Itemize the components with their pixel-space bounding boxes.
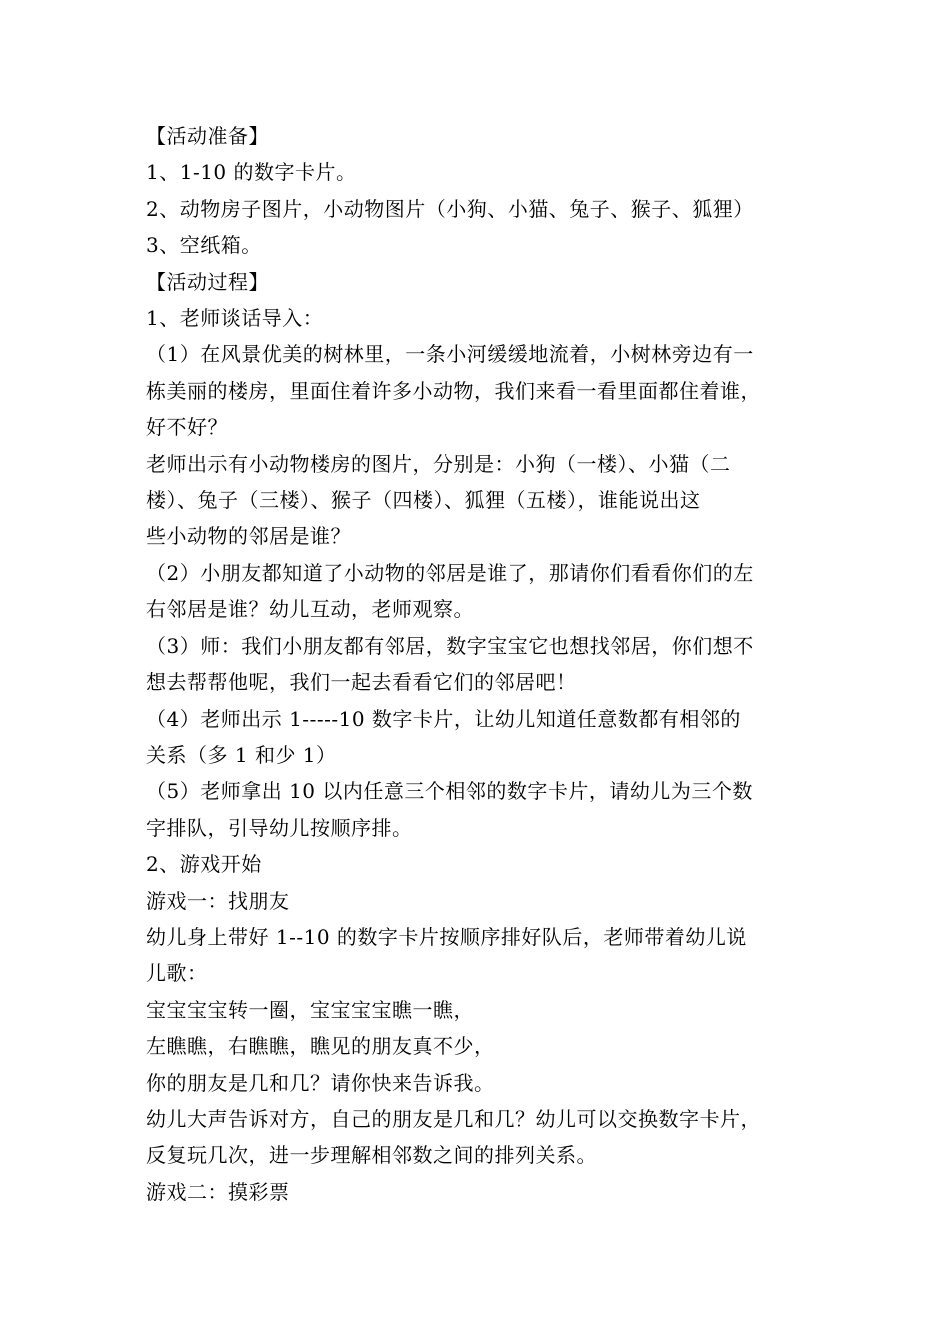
paragraph-line: 栋美丽的楼房，里面住着许多小动物，我们来看一看里面都住着谁， (146, 378, 761, 403)
paragraph-line: 游戏一：找朋友 (146, 888, 290, 913)
paragraph-line: 1、老师谈话导入： (146, 306, 324, 331)
paragraph-line: 1、1-10 的数字卡片。 (146, 160, 357, 185)
paragraph-line: 3、空纸箱。 (146, 233, 262, 258)
document-body (146, 118, 836, 1210)
paragraph-line: 字排队，引导幼儿按顺序排。 (146, 815, 413, 840)
paragraph-line: 幼儿身上带好 1--10 的数字卡片按顺序排好队后，老师带着幼儿说 (146, 924, 747, 949)
paragraph-line: 幼儿大声告诉对方，自己的朋友是几和几？幼儿可以交换数字卡片， (146, 1106, 761, 1131)
section-heading-process: 【活动过程】 (146, 269, 269, 294)
section-heading-preparation: 【活动准备】 (146, 124, 269, 148)
rhyme-line: 左瞧瞧，右瞧瞧，瞧见的朋友真不少， (146, 1034, 495, 1059)
paragraph-line: 儿歌： (146, 961, 208, 986)
paragraph-line: （1）在风景优美的树林里，一条小河缓缓地流着，小树林旁边有一 (146, 342, 754, 367)
paragraph-line: 想去帮帮他呢，我们一起去看看它们的邻居吧！ (146, 670, 577, 695)
paragraph-line: 游戏二：摸彩票 (146, 1179, 290, 1204)
paragraph-line: 右邻居是谁？幼儿互动，老师观察。 (146, 597, 474, 622)
paragraph-line: （5）老师拿出 10 以内任意三个相邻的数字卡片，请幼儿为三个数 (146, 779, 753, 804)
paragraph-line: （3）师：我们小朋友都有邻居，数字宝宝它也想找邻居，你们想不 (146, 633, 754, 658)
rhyme-line: 你的朋友是几和几？请你快来告诉我。 (146, 1070, 495, 1095)
paragraph-line: （2）小朋友都知道了小动物的邻居是谁了，那请你们看看你们的左 (146, 560, 754, 585)
paragraph-line: 些小动物的邻居是谁？ (146, 524, 351, 549)
paragraph-line: 关系（多 1 和少 1） (146, 742, 337, 767)
paragraph-line: 好不好？ (146, 415, 228, 440)
paragraph-line: 反复玩几次，进一步理解相邻数之间的排列关系。 (146, 1143, 597, 1168)
rhyme-line: 宝宝宝宝转一圈，宝宝宝宝瞧一瞧， (146, 997, 474, 1022)
paragraph-line: （4）老师出示 1-----10 数字卡片，让幼儿知道任意数都有相邻的 (146, 706, 741, 731)
paragraph-line: 2、游戏开始 (146, 852, 262, 877)
paragraph-line: 楼）、兔子（三楼）、猴子（四楼）、狐狸（五楼），谁能说出这 (146, 488, 701, 513)
paragraph-line: 2、动物房子图片，小动物图片（小狗、小猫、兔子、猴子、狐狸） (146, 196, 754, 221)
paragraph-line: 老师出示有小动物楼房的图片，分别是：小狗（一楼）、小猫（二 (146, 451, 731, 476)
